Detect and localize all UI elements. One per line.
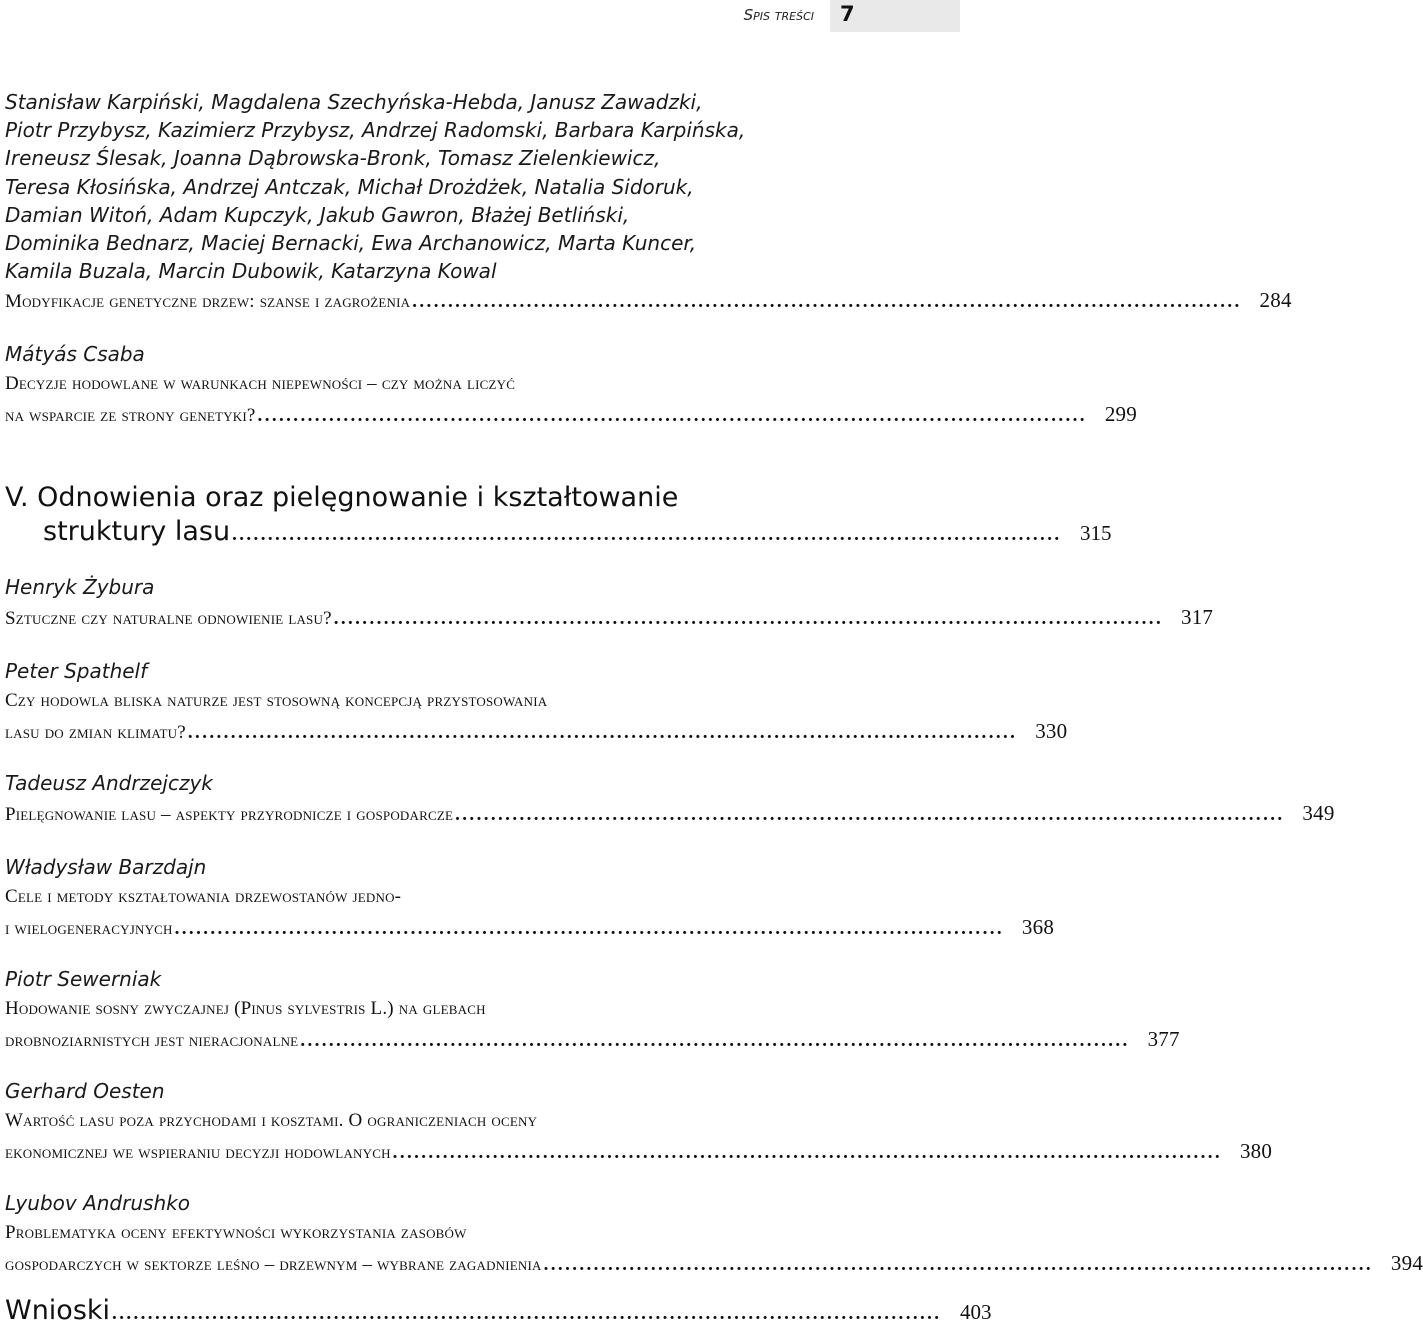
entry-title: Sztuczne czy naturalne odnowienie lasu? (5, 608, 332, 630)
toc-entry (5, 965, 1180, 1055)
entry-author: Peter Spathelf (5, 659, 148, 683)
entry-page: 349 (1302, 801, 1335, 826)
author-line: Piotr Przybysz, Kazimierz Przybysz, Andrzej Radomski, Barbara Karpińska, (5, 118, 746, 143)
entry-title-row[interactable] (5, 1137, 1273, 1167)
toc-entry (5, 1189, 1423, 1279)
entry-title-row[interactable] (5, 717, 1068, 747)
leader-dots: .................................................................................................................... (333, 608, 1164, 630)
toc-entry (5, 657, 1068, 747)
toc-entry (5, 340, 1137, 430)
leader-dots: .................................................................................................................... (257, 405, 1087, 427)
author-line: Ireneusz Ślesak, Joanna Dąbrowska-Bronk, Tomasz Zielenkiewicz, (5, 146, 661, 171)
entry-author: Piotr Sewerniak (5, 967, 162, 991)
entry-title: drobnoziarnistych jest nieracjonalne (5, 1030, 299, 1052)
entry-title-line: Cele i metody kształtowania drzewostanów jedno- (5, 886, 402, 908)
author-line: Teresa Kłosińska, Andrzej Antczak, Michał Drożdżek, Natalia Sidoruk, (5, 174, 694, 199)
toc-entry (5, 88, 1292, 316)
conclusion-row[interactable] (5, 1295, 992, 1326)
author-line: Kamila Buzala, Marcin Dubowik, Katarzyna Kowal (5, 259, 497, 284)
entry-page: 380 (1239, 1139, 1273, 1164)
entry-title: ekonomicznej we wspieraniu decyzji hodowlanych (5, 1142, 391, 1164)
entry-page: 299 (1104, 402, 1137, 427)
entry-title-row[interactable] (5, 1249, 1423, 1279)
entry-title-line: Problematyka oceny efektywności wykorzystania zasobów (5, 1222, 467, 1244)
entry-title-line: Czy hodowla bliska naturze jest stosowną koncepcją przystosowania (5, 690, 548, 712)
entry-title: Pielęgnowanie lasu – aspekty przyrodnicze i gospodarcze (5, 804, 454, 826)
page-header (0, 0, 960, 34)
entry-title: na wsparcie ze strony genetyki? (5, 405, 256, 427)
leader-dots: .................................................................................................................... (174, 918, 1005, 940)
entry-author: Henryk Żybura (5, 575, 155, 599)
entry-page: 317 (1181, 605, 1214, 630)
author-line: Damian Witoń, Adam Kupczyk, Jakub Gawron, Błażej Betliński, (5, 202, 630, 227)
leader-dots: .................................................................................................................... (112, 1303, 942, 1324)
entry-page: 284 (1259, 288, 1292, 313)
entry-title-row[interactable] (5, 1025, 1180, 1055)
toc-entry (5, 769, 1335, 829)
page-number-box (830, 0, 960, 32)
toc-entry (5, 1077, 1273, 1167)
entry-page: 377 (1147, 1027, 1180, 1052)
author-line: Stanisław Karpiński, Magdalena Szechyńska-Hebda, Janusz Zawadzki, (5, 90, 703, 114)
leader-dots: .................................................................................................................... (455, 804, 1285, 826)
entry-authors (5, 88, 830, 285)
leader-dots: .................................................................................................................... (412, 291, 1242, 313)
entry-title: i wielogeneracyjnych (5, 918, 173, 940)
entry-author: Władysław Barzdajn (5, 855, 207, 879)
entry-title-row[interactable] (5, 799, 1335, 829)
leader-dots: .................................................................................................................... (392, 1142, 1223, 1164)
leader-dots: .................................................................................................................... (187, 722, 1018, 744)
leader-dots: .................................................................................................................... (300, 1030, 1130, 1052)
toc-entry (5, 573, 1214, 633)
entry-title: Modyfikacje genetyczne drzew: szanse i zagrożenia (5, 291, 411, 313)
leader-dots: .................................................................................................................... (232, 524, 1062, 545)
running-title: Spis treści (743, 6, 814, 24)
entry-page: 394 (1390, 1251, 1423, 1276)
toc-conclusion (5, 1295, 992, 1326)
leader-dots: .................................................................................................................... (543, 1254, 1374, 1276)
entry-title-line: Hodowanie sosny zwyczajnej (Pinus sylvestris L.) na glebach (5, 998, 486, 1020)
entry-author: Gerhard Oesten (5, 1079, 165, 1103)
entry-title: lasu do zmian klimatu? (5, 722, 186, 744)
entry-title-row[interactable] (5, 913, 1055, 943)
entry-title-line: Wartość lasu poza przychodami i kosztami. O ograniczeniach oceny (5, 1110, 538, 1132)
entry-title-row[interactable] (5, 286, 1292, 316)
section-title-line: V. Odnowienia oraz pielęgnowanie i kształtowanie (5, 482, 679, 513)
page-number: 7 (840, 2, 855, 26)
conclusion-page: 403 (959, 1300, 992, 1324)
entry-page: 368 (1021, 915, 1055, 940)
entry-author: Mátyás Csaba (5, 342, 145, 366)
section-title-row[interactable] (5, 515, 1112, 552)
conclusion-title: Wnioski (5, 1295, 111, 1326)
author-line: Dominika Bednarz, Maciej Bernacki, Ewa Archanowicz, Marta Kuncer, (5, 231, 697, 256)
entry-page: 330 (1035, 719, 1068, 744)
toc-entry (5, 853, 1055, 943)
section-heading (5, 481, 1112, 552)
entry-title-line: Decyzje hodowlane w warunkach niepewności – czy można liczyć (5, 373, 516, 395)
entry-title-row[interactable] (5, 603, 1214, 633)
entry-title: gospodarczych w sektorze leśno – drzewnym – wybrane zagadnienia (5, 1254, 542, 1276)
section-title: struktury lasu (43, 516, 231, 547)
entry-author: Lyubov Andrushko (5, 1191, 190, 1215)
section-page: 315 (1080, 521, 1112, 545)
entry-author: Tadeusz Andrzejczyk (5, 771, 213, 795)
entry-title-row[interactable] (5, 400, 1137, 430)
